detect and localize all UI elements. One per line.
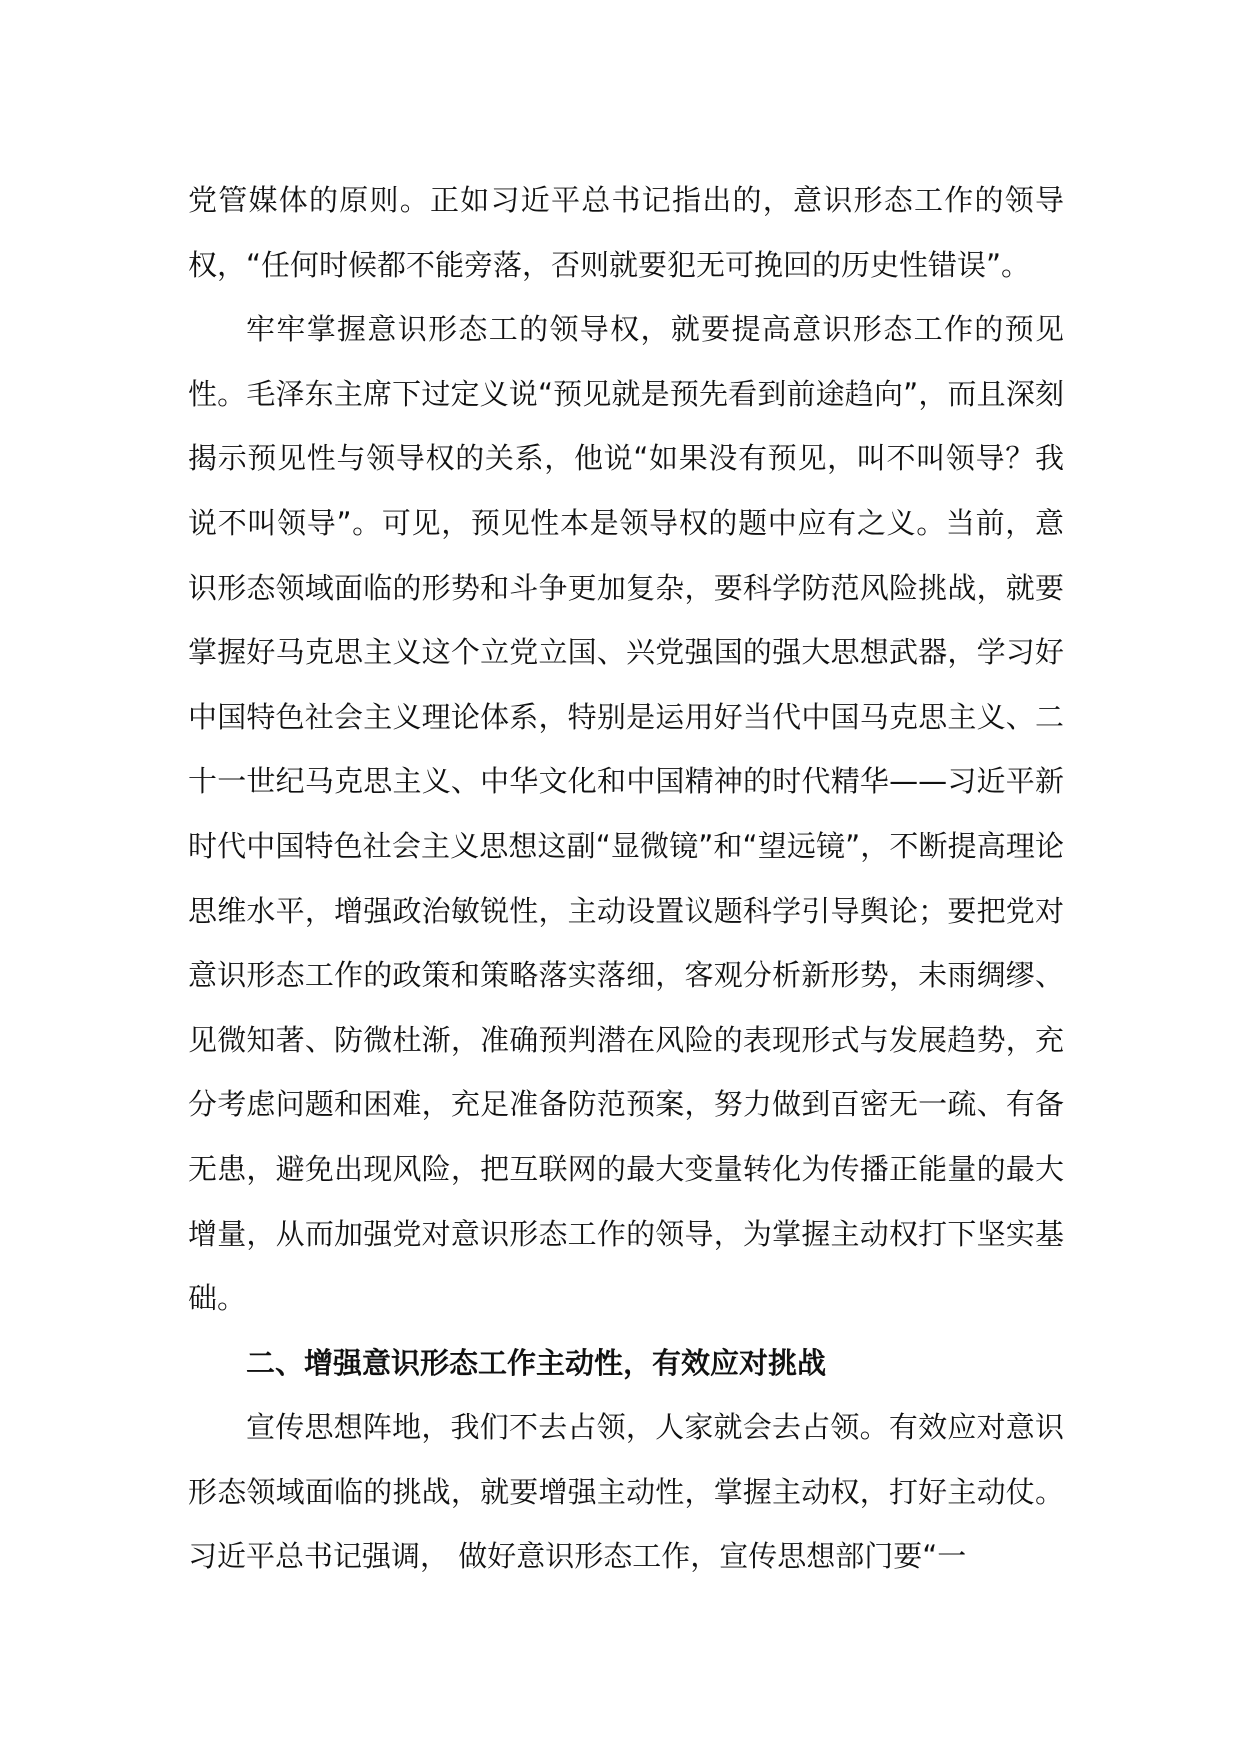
paragraph-2: 牢牢掌握意识形态工的领导权，就要提高意识形态工作的预见性。毛泽东主席下过定义说“预见就是预先看到前途趋向”，而且深刻揭示预见性与领导权的关系，他说“如果没有预见，叫不叫领导？我说不叫领导”。可见，预见性本是领导权的题中应有之义。当前，意识形态领域面临的形势和斗争更加复杂，要科学防范风险挑战，就要掌握好马克思主义这个立党立国、兴党强国的强大思想武器，学习好中国特色社会主义理论体系，特别是运用好当代中国马克思主义、二十一世纪马克思主义、中华文化和中国精神的时代精华——习近平新时代中国特色社会主义思想这副“显微镜”和“望远镜”，不断提高理论思维水平，增强政治敏锐性，主动设置议题科学引导舆论；要把党对意识形态工作的政策和策略落实落细，客观分析新形势，未雨绸缪、见微知著、防微杜渐，准确预判潜在风险的表现形式与发展趋势，充分考虑问题和困难，充足准备防范预案，努力做到百密无一疏、有备无患，避免出现风险，把互联网的最大变量转化为传播正能量的最大增量，从而加强党对意识形态工作的领导，为掌握主动权打下坚实基础。 bbox=[188, 312, 1064, 1316]
paragraph-3: 宣传思想阵地，我们不去占领，人家就会去占领。有效应对意识形态领域面临的挑战，就要增强主动性，掌握主动权，打好主动仗。习近平总书记强调， 做好意识形态工作，宣传思想部门要“一 bbox=[188, 1410, 1064, 1574]
paragraph-1: 党管媒体的原则。正如习近平总书记指出的，意识形态工作的领导权，“任何时候都不能旁落，否则就要犯无可挽回的历史性错误”。 bbox=[188, 183, 1064, 282]
document-body bbox=[188, 168, 1064, 1589]
section-heading: 二、增强意识形态工作主动性，有效应对挑战 bbox=[246, 1345, 827, 1380]
